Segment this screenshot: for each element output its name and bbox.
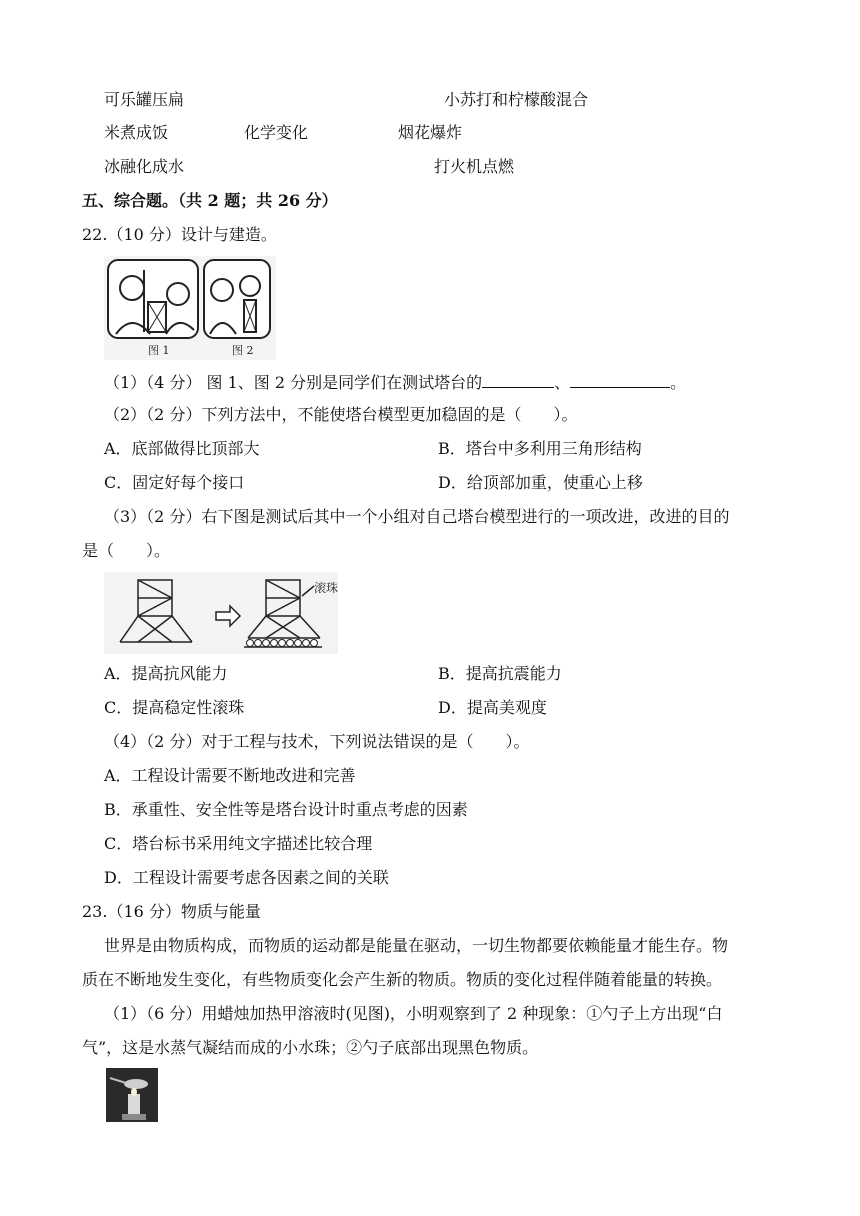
q22-sub3-option-a: A．提高抗风能力: [104, 664, 228, 683]
q22-sub2-option-d: D．给顶部加重，使重心上移: [438, 473, 643, 492]
match-item-baking-soda: 小苏打和柠檬酸混合: [444, 90, 589, 109]
q22-sub3-option-c: C．提高稳定性滚珠: [104, 698, 245, 717]
match-item-ice-melting: 冰融化成水: [104, 157, 185, 176]
q22-sub4: （4）（2 分）对于工程与技术，下列说法错误的是（ ）。: [104, 732, 530, 751]
question-23-title: 23.（16 分）物质与能量: [82, 902, 261, 921]
q22-sub2-option-a: A．底部做得比顶部大: [104, 439, 260, 458]
q22-sub4-option-d: D．工程设计需要考虑各因素之间的关联: [104, 868, 389, 887]
q22-sub2-option-b: B．塔台中多利用三角形结构: [438, 439, 642, 458]
answer-blank-2[interactable]: [570, 371, 670, 388]
candle-heating-photo: [106, 1068, 158, 1122]
q22-sub3-line2: 是（ ）。: [82, 541, 171, 560]
q22-sub3-line1: （3）（2 分）右下图是测试后其中一个小组对自己塔台模型进行的一项改进，改进的目的: [104, 507, 730, 526]
q22-sub1-text: （1）（4 分） 图 1、图 2 分别是同学们在测试塔台的: [104, 373, 483, 392]
figure-2-caption: 图 2: [232, 344, 254, 357]
q22-sub1: [104, 371, 686, 393]
match-item-fireworks: 烟花爆炸: [398, 123, 463, 142]
q23-paragraph-line1: 世界是由物质构成，而物质的运动都是能量在驱动，一切生物都要依赖能量才能生存。物: [104, 936, 729, 955]
match-item-cola-can: 可乐罐压扁: [104, 90, 185, 109]
ball-bearing-label: 滚珠: [314, 581, 338, 595]
match-item-rice: 米煮成饭: [104, 123, 169, 142]
q23-sub1-line1: （1）（6 分）用蜡烛加热甲溶液时(见图)，小明观察到了 2 种现象：①勺子上方出现“白: [104, 1004, 723, 1023]
question-22-title: 22.（10 分）设计与建造。: [82, 225, 277, 244]
q23-sub1-line2: 气”，这是水蒸气凝结而成的小水珠；②勺子底部出现黑色物质。: [82, 1038, 539, 1057]
tower-test-figure: [104, 256, 276, 360]
section-title: 五、综合题。（共 2 题；共 26 分）: [82, 191, 338, 210]
q22-sub1-end: 。: [670, 373, 687, 392]
q22-sub4-option-a: A．工程设计需要不断地改进和完善: [104, 766, 356, 785]
q22-sub4-option-c: C．塔台标书采用纯文字描述比较合理: [104, 834, 373, 853]
figure-1-caption: 图 1: [148, 344, 170, 357]
q22-sub1-separator: 、: [554, 373, 571, 392]
match-item-chemical-change: 化学变化: [244, 123, 309, 142]
q22-sub3-option-b: B．提高抗震能力: [438, 664, 562, 683]
q22-sub3-option-d: D．提高美观度: [438, 698, 547, 717]
q22-sub2-option-c: C．固定好每个接口: [104, 473, 245, 492]
match-item-lighter: 打火机点燃: [434, 157, 515, 176]
q23-paragraph-line2: 质在不断地发生变化，有些物质变化会产生新的物质。物质的变化过程伴随着能量的转换。: [82, 970, 723, 989]
answer-blank-1[interactable]: [482, 371, 554, 388]
q22-sub4-option-b: B．承重性、安全性等是塔台设计时重点考虑的因素: [104, 800, 468, 819]
q22-sub2: （2）（2 分）下列方法中，不能使塔台模型更加稳固的是（ ）。: [104, 405, 578, 424]
tower-improvement-figure: [104, 572, 338, 654]
